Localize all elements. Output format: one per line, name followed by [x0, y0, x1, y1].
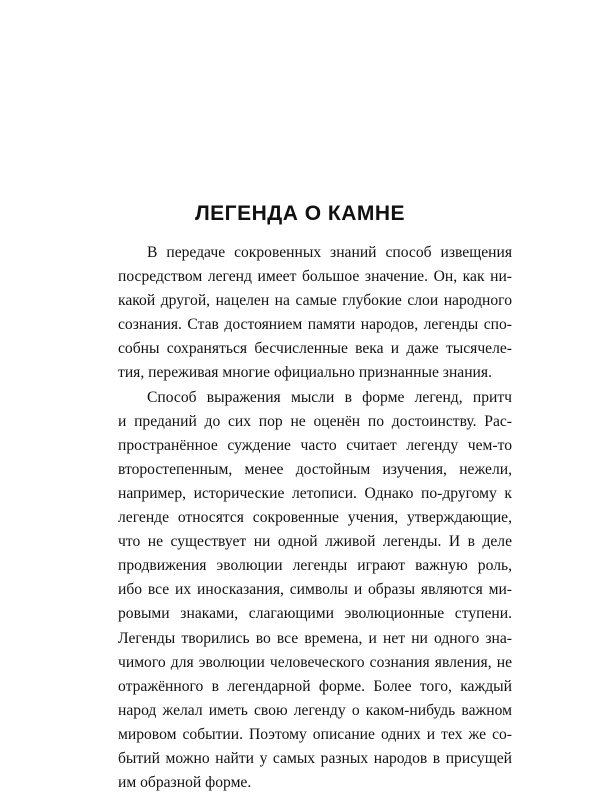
text-line: им образной форме. — [118, 774, 252, 792]
text-line: В передаче сокровенных знаний способ извещения — [147, 244, 512, 261]
text-line: продвижения эволюции легенды играют важную роль, — [118, 557, 512, 575]
text-line: бытий можно найти у самых разных народов в присущей — [118, 749, 512, 767]
text-line: собны сохраняться бесчисленные века и даже тысячеле- — [118, 340, 512, 358]
text-line: что не существует ни одной лживой легенды. И в деле — [118, 533, 512, 551]
text-line: ибо все их иносказания, символы и образы являются ми- — [118, 581, 512, 599]
chapter-title: ЛЕГЕНДА О КАМНЕ — [194, 202, 406, 225]
chapter-body — [118, 241, 512, 795]
text-line: какой другой, нацелен на самые глубокие слои народного — [118, 292, 512, 310]
text-line: ровыми знаками, слагающими эволюционные ступени. — [118, 605, 512, 623]
text-line: сознания. Став достоянием памяти народов, легенды спо- — [118, 316, 512, 334]
text-line: посредством легенд имеет большое значение. Он, как ни- — [118, 268, 512, 286]
text-line: второстепенным, менее достойным изучения, нежели, — [118, 460, 512, 478]
text-line: например, исторические летописи. Однако по-другому к — [118, 484, 512, 502]
text-line: и преданий до сих пор не оценён по достоинству. Рас- — [118, 412, 512, 430]
text-line: легенде относятся сокровенные учения, утверждающие, — [118, 509, 512, 527]
text-line: чимого для эволюции человеческого сознания явления, не — [118, 653, 512, 671]
text-line: мировом событии. Поэтому описание одних и тех же со- — [118, 725, 512, 743]
text-line: Легенды творились во все времена, и нет ни одного зна- — [118, 629, 512, 647]
text-line: Способ выражения мысли в форме легенд, притч — [147, 388, 512, 406]
text-line: пространённое суждение часто считает легенду чем-то — [118, 436, 512, 454]
text-line: народ желал иметь свою легенду о каком-нибудь важном — [118, 701, 512, 719]
text-line: тия, переживая многие официально признанные знания. — [118, 364, 492, 382]
text-line: отражённого в легендарной форме. Более того, каждый — [118, 677, 512, 695]
